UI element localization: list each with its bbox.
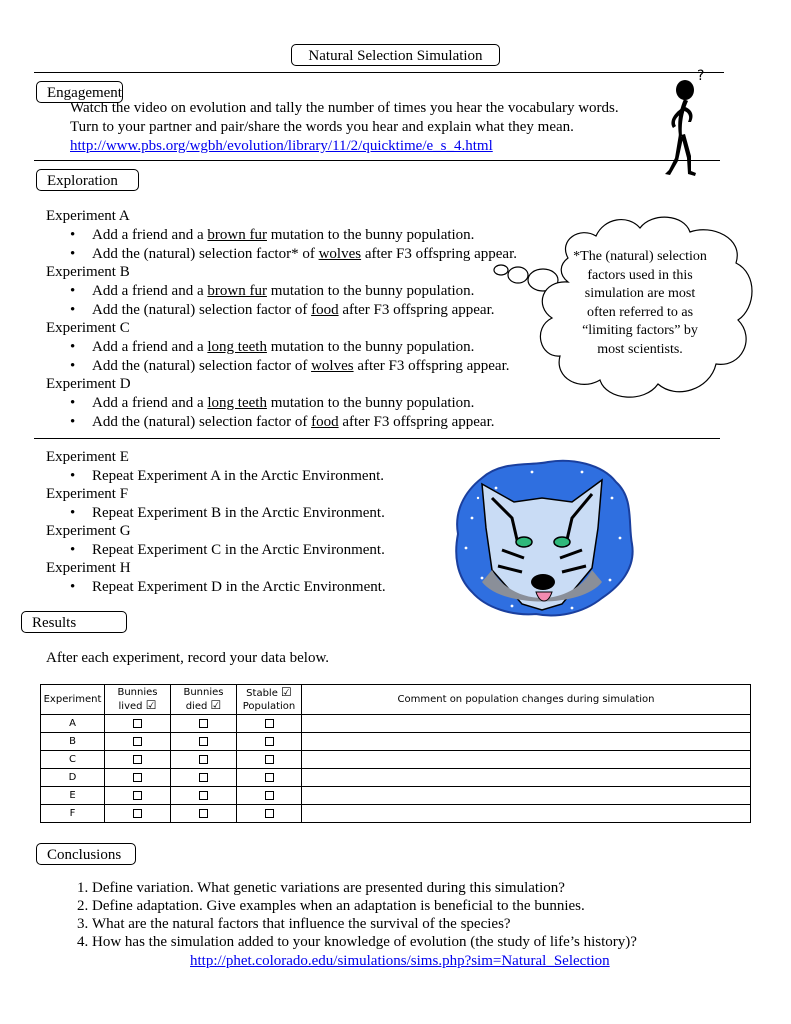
row-label: B: [41, 733, 105, 751]
experiment-e-bullet: • Repeat Experiment A in the Arctic Environment.: [70, 468, 385, 484]
table-row: [41, 751, 751, 769]
lived-checkbox[interactable]: [133, 755, 142, 764]
header-bunnies-died: Bunnies died ☑: [171, 685, 237, 715]
conclusions-heading: Conclusions: [36, 843, 136, 865]
wolf-clipart-image: [452, 458, 634, 620]
experiment-h-label: Experiment H: [46, 560, 131, 576]
engagement-rule: [34, 160, 720, 161]
engagement-line-2: Turn to your partner and pair/share the words you hear and explain what they mean.: [70, 119, 574, 135]
stable-checkbox[interactable]: [265, 773, 274, 782]
experiment-a-label: Experiment A: [46, 208, 130, 224]
results-table-header: [41, 685, 751, 715]
header-experiment: Experiment: [41, 685, 105, 715]
phet-simulation-link[interactable]: http://phet.colorado.edu/simulations/sims.php?sim=Natural_Selection: [190, 953, 610, 969]
lived-checkbox[interactable]: [133, 719, 142, 728]
died-checkbox[interactable]: [199, 791, 208, 800]
title-rule: [34, 72, 724, 73]
table-row: [41, 769, 751, 787]
stable-checkbox[interactable]: [265, 755, 274, 764]
results-instruction: After each experiment, record your data below.: [46, 650, 330, 666]
experiment-d-bullet-2: • Add the (natural) selection factor of food after F3 offspring appear.: [70, 414, 495, 430]
died-checkbox[interactable]: [199, 809, 208, 818]
lived-checkbox[interactable]: [133, 737, 142, 746]
list-item: 4. How has the simulation added to your knowledge of evolution (the study of life’s history)?: [92, 933, 637, 951]
row-label: C: [41, 751, 105, 769]
svg-text:?: ?: [697, 68, 705, 84]
table-row: [41, 787, 751, 805]
table-row: [41, 805, 751, 823]
comment-cell[interactable]: [302, 733, 751, 751]
comment-cell[interactable]: [302, 769, 751, 787]
table-row: [41, 715, 751, 733]
row-label: A: [41, 715, 105, 733]
row-label: E: [41, 787, 105, 805]
died-checkbox[interactable]: [199, 737, 208, 746]
experiment-a-bullet-2: • Add the (natural) selection factor* of wolves after F3 offspring appear.: [70, 246, 518, 262]
exploration-rule: [34, 438, 720, 439]
cloud-text: *The (natural) selection factors used in this simulation are most often referred to as “limiting factors” by most scientists.: [573, 249, 707, 357]
list-item: 2. Define adaptation. Give examples when an adaptation is beneficial to the bunnies.: [92, 897, 637, 915]
experiment-g-label: Experiment G: [46, 523, 131, 539]
died-checkbox[interactable]: [199, 719, 208, 728]
stable-checkbox[interactable]: [265, 791, 274, 800]
header-bunnies-lived: Bunnies lived ☑: [105, 685, 171, 715]
results-table: [40, 684, 751, 823]
died-checkbox[interactable]: [199, 755, 208, 764]
experiment-a-bullet-1: • Add a friend and a brown fur mutation to the bunny population.: [70, 227, 475, 243]
experiment-d-label: Experiment D: [46, 376, 131, 392]
list-item: 1. Define variation. What genetic variations are presented during this simulation?: [92, 879, 637, 897]
exploration-heading: Exploration: [36, 169, 139, 191]
thinking-figure-icon: [655, 66, 717, 182]
lived-checkbox[interactable]: [133, 773, 142, 782]
experiment-g-bullet: • Repeat Experiment C in the Arctic Environment.: [70, 542, 385, 558]
engagement-heading: Engagement: [36, 81, 123, 103]
results-heading: Results: [21, 611, 127, 633]
stable-checkbox[interactable]: [265, 719, 274, 728]
conclusions-list: [46, 879, 637, 951]
experiment-f-bullet: • Repeat Experiment B in the Arctic Environment.: [70, 505, 385, 521]
engagement-line-1: Watch the video on evolution and tally the number of times you hear the vocabulary words.: [70, 100, 619, 116]
row-label: F: [41, 805, 105, 823]
experiment-c-label: Experiment C: [46, 320, 130, 336]
experiment-b-label: Experiment B: [46, 264, 130, 280]
header-stable-population: Stable ☑ Population: [237, 685, 302, 715]
experiment-b-bullet-1: • Add a friend and a brown fur mutation to the bunny population.: [70, 283, 475, 299]
experiment-c-bullet-2: • Add the (natural) selection factor of wolves after F3 offspring appear.: [70, 358, 510, 374]
table-row: [41, 733, 751, 751]
stable-checkbox[interactable]: [265, 809, 274, 818]
experiment-f-label: Experiment F: [46, 486, 129, 502]
comment-cell[interactable]: [302, 805, 751, 823]
page-title: Natural Selection Simulation: [291, 44, 500, 66]
comment-cell[interactable]: [302, 715, 751, 733]
lived-checkbox[interactable]: [133, 791, 142, 800]
experiment-d-bullet-1: • Add a friend and a long teeth mutation to the bunny population.: [70, 395, 475, 411]
died-checkbox[interactable]: [199, 773, 208, 782]
header-comment: Comment on population changes during simulation: [302, 685, 751, 715]
experiment-b-bullet-2: • Add the (natural) selection factor of food after F3 offspring appear.: [70, 302, 495, 318]
list-item: 3. What are the natural factors that influence the survival of the species?: [92, 915, 637, 933]
row-label: D: [41, 769, 105, 787]
comment-cell[interactable]: [302, 751, 751, 769]
experiment-h-bullet: • Repeat Experiment D in the Arctic Environment.: [70, 579, 386, 595]
lived-checkbox[interactable]: [133, 809, 142, 818]
stable-checkbox[interactable]: [265, 737, 274, 746]
experiment-c-bullet-1: • Add a friend and a long teeth mutation to the bunny population.: [70, 339, 475, 355]
experiment-e-label: Experiment E: [46, 449, 129, 465]
comment-cell[interactable]: [302, 787, 751, 805]
pbs-video-link[interactable]: http://www.pbs.org/wgbh/evolution/library/11/2/quicktime/e_s_4.html: [70, 138, 493, 154]
